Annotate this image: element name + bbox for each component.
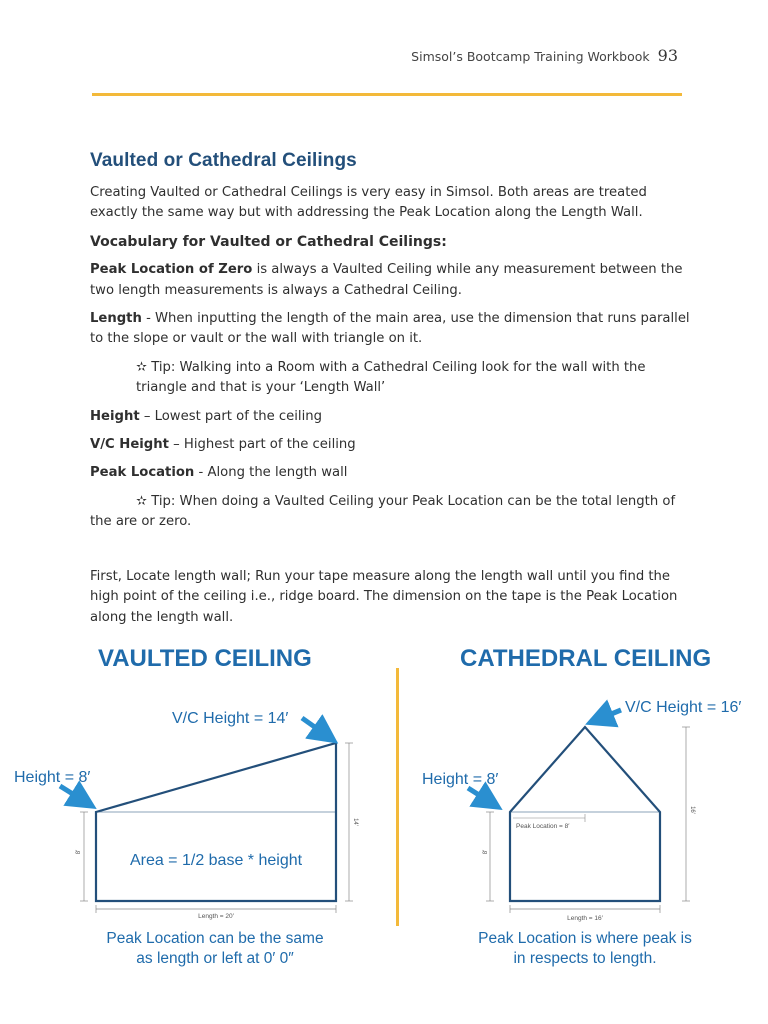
cathedral-caption [410,929,760,969]
peak-location-term: Peak Location [90,465,195,481]
book-title: Simsol’s Bootcamp Training Workbook [411,49,650,64]
length-definition [90,309,690,350]
peak-zero-text: is always a Vaulted Ceiling while any measurement between the two length measurements is always a Cathedral Ceiling. [90,262,683,298]
tip-vaulted-peak: ✫ Tip: When doing a Vaulted Ceiling your Peak Location can be the total length of the are or zero. [90,493,676,530]
vaulted-dim-bottom-label: Length = 20′ [198,913,234,920]
cathedral-peak-location-label: Peak Location = 8′ [516,823,570,830]
vaulted-height-arrow-icon [60,786,84,801]
cathedral-caption-line1: Peak Location is where peak is [478,930,692,947]
body-text [90,183,690,636]
intro-paragraph: Creating Vaulted or Cathedral Ceilings is very easy in Simsol. Both areas are treated exactly the same way but with addressing the Peak Location along the Length Wall. [90,185,647,221]
cathedral-dim-left-label: 8′ [483,849,489,855]
instructions-paragraph: First, Locate length wall; Run your tape measure along the length wall until you find the high point of the ceiling i.e., ridge board. The dimension on the tape is the Peak Location along the length wall. [90,568,678,625]
height-term: Height [90,408,140,424]
vaulted-title: VAULTED CEILING [98,645,312,672]
height-text: – Lowest part of the ceiling [139,408,322,424]
cathedral-height-arrow-icon [468,788,490,802]
cathedral-title: CATHEDRAL CEILING [460,645,712,672]
section-title: Vaulted or Cathedral Ceilings [90,150,357,171]
vc-height-text: – Highest part of the ceiling [168,437,356,453]
cathedral-diagram [400,690,768,930]
peak-location-definition [90,463,690,483]
vaulted-caption-line2: as length or left at 0′ 0″ [136,950,294,967]
tip-length-wall: ✫ Tip: Walking into a Room with a Cathedral Ceiling look for the wall with the triangle and that is your ‘Length Wall’ [136,359,646,396]
cathedral-height-label: Height = 8′ [422,771,499,788]
page-number: 93 [657,46,678,65]
cathedral-vc-height-label: V/C Height = 16′ [625,699,742,716]
vc-height-definition [90,435,690,455]
vaulted-vc-arrow-icon [302,718,326,735]
length-term: Length [90,311,142,327]
vocab-heading: Vocabulary for Vaulted or Cathedral Ceilings: [90,233,447,250]
vaulted-dim-right-label: 14′ [352,818,358,826]
vaulted-room-shape [96,743,336,901]
peak-zero-definition [90,260,690,301]
length-text: - When inputting the length of the main area, use the dimension that runs parallel to the slope or vault or the wall with triangle on it. [90,311,690,347]
height-definition [90,407,690,427]
vaulted-area-label: Area = 1/2 base * height [129,852,303,869]
vc-height-term: V/C Height [90,437,169,453]
cathedral-vc-arrow-icon [599,710,621,719]
cathedral-dim-bottom-label: Length = 16′ [567,915,603,922]
vaulted-vc-height-label: V/C Height = 14′ [172,710,289,727]
cathedral-caption-line2: in respects to length. [513,950,657,967]
vaulted-height-label: Height = 8′ [14,769,91,786]
vaulted-caption [40,929,390,969]
header-rule [92,93,682,96]
peak-zero-term: Peak Location of Zero [90,262,253,278]
running-header [0,46,678,65]
vaulted-dim-left-label: 8′ [76,849,82,855]
peak-location-text: - Along the length wall [194,465,348,481]
vaulted-caption-line1: Peak Location can be the same [106,930,324,947]
diagram-divider [396,668,399,926]
vaulted-diagram [0,690,396,930]
cathedral-dim-right-label: 16′ [689,806,695,814]
